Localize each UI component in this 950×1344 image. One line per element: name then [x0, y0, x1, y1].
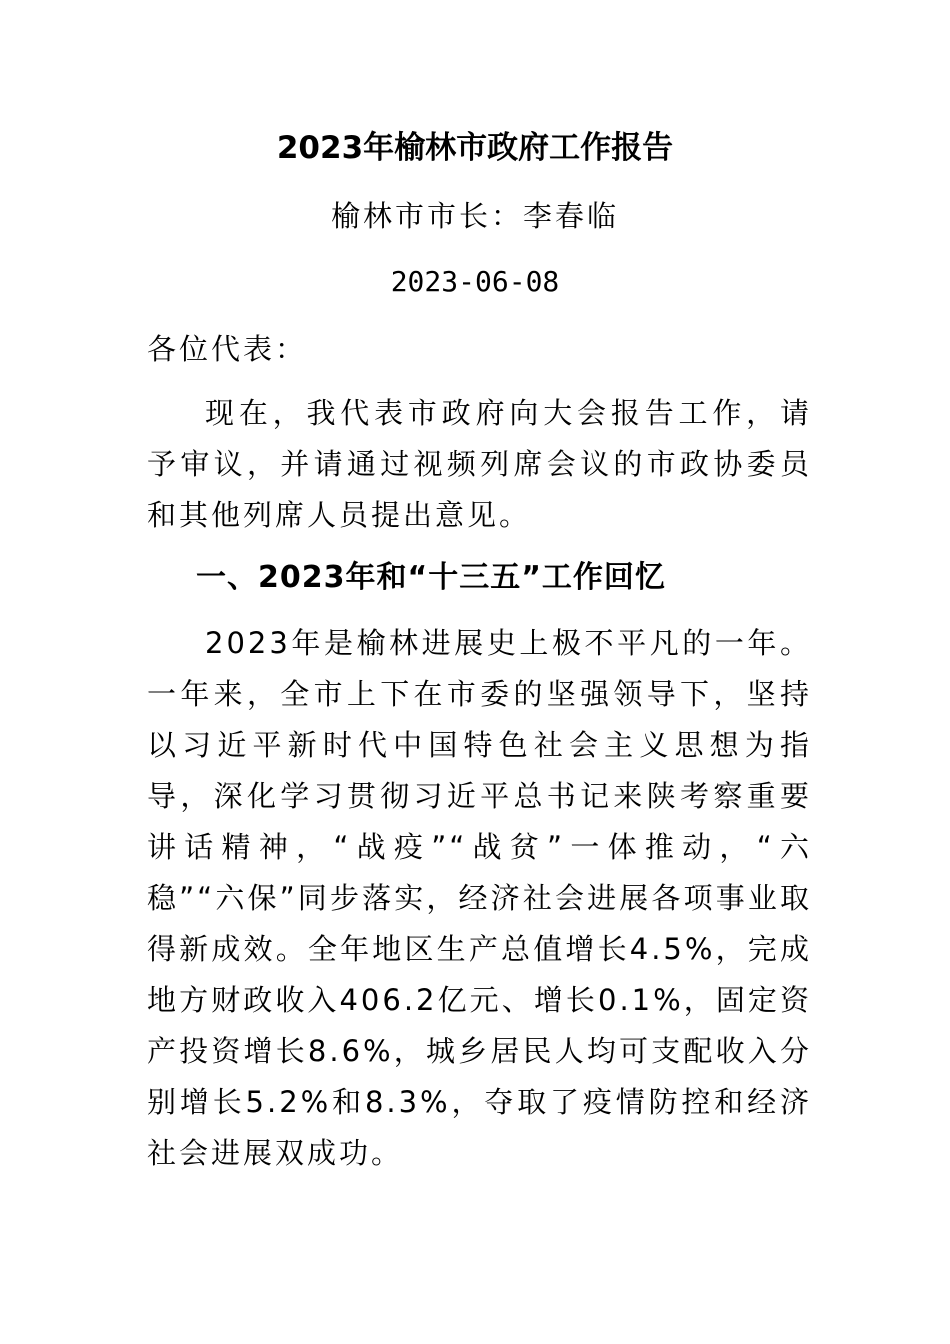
salutation: 各位代表： — [147, 332, 308, 366]
paragraph-review: 2023年是榆林进展史上极不平凡的一年。一年来，全市上下在市委的坚强领导下，坚持以习近平新时代中国特色社会主义思想为指导，深化学习贯彻习近平总书记来陕考察重要讲话精神，“战疫”“战贫”一体推动，“六稳”“六保”同步落实，经济社会进展各项事业取得新成效。全年地区生产总值增长4.5%，完成地方财政收入406.2亿元、增长0.1%，固定资产投资增长8.6%，城乡居民人均可支配收入分别增长5.2%和8.3%，夺取了疫情防控和经济社会进展双成功。 — [147, 626, 812, 1170]
section-heading: 一、2023年和“十三五”工作回忆 — [196, 560, 666, 595]
document-title: 2023年榆林市政府工作报告 — [276, 130, 674, 166]
document-author: 榆林市市长：李春临 — [330, 199, 619, 233]
paragraph-intro: 现在，我代表市政府向大会报告工作，请予审议，并请通过视频列席会议的市政协委员和其他列席人员提出意见。 — [147, 396, 812, 532]
document-date: 2023-06-08 — [390, 265, 560, 298]
